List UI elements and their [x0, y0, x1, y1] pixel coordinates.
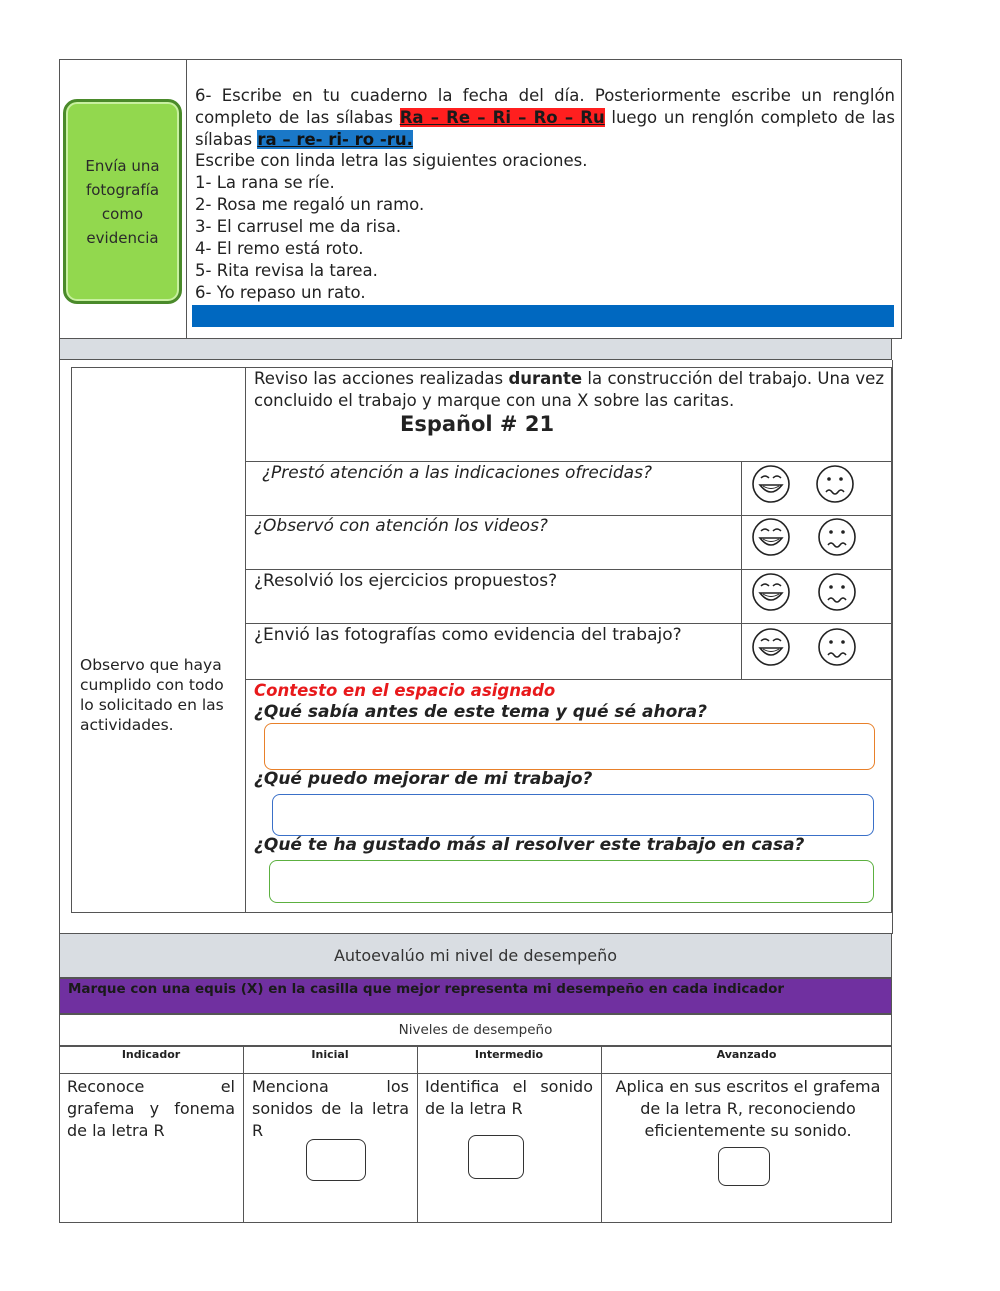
instruction-text-2: luego un renglón completo de las sílabas: [195, 108, 896, 149]
question: ¿Observó con atención los videos?: [254, 516, 548, 536]
avanzado-text: Aplica en sus escritos el grafema de la letra R, reconociendo eficientemente su sonido.: [615, 1077, 881, 1140]
review-col-divider: [245, 367, 246, 913]
happy-face-icon[interactable]: [751, 517, 791, 557]
q-row-line: [245, 623, 892, 624]
intermedio-text: Identifica el sonido de la letra R: [425, 1077, 593, 1118]
syllables-lower: ra – re- ri- ro -ru.: [257, 130, 413, 149]
happy-face-icon[interactable]: [751, 627, 791, 667]
indicator-text: Reconoce el grafema y fonema de la letra R: [67, 1077, 235, 1140]
sentence: 2- Rosa me regaló un ramo.: [195, 195, 425, 214]
sentence: 1- La rana se ríe.: [195, 173, 335, 192]
review-outer-left: [59, 360, 60, 934]
answer-box-2[interactable]: [272, 794, 874, 836]
answer-box-3[interactable]: [269, 860, 874, 903]
review-left-text: Observo que haya cumplido con todo lo solicitado en las actividades.: [80, 656, 224, 734]
question: ¿Prestó atención a las indicaciones ofrecidas?: [262, 463, 652, 483]
self-eval-instruction: Marque con una equis (X) en la casilla que mejor representa mi desempeño en cada indicador: [68, 981, 785, 997]
q-row-line: [245, 679, 892, 680]
eval-col-line: [243, 1046, 244, 1223]
avanzado-checkbox[interactable]: [718, 1147, 770, 1186]
header-intermedio: Intermedio: [474, 1048, 544, 1061]
sentence-list: [195, 172, 895, 304]
answer-header: Contesto en el espacio asignado: [254, 681, 556, 700]
header-avanzado: Avanzado: [716, 1048, 777, 1061]
sad-face-icon[interactable]: [817, 572, 857, 612]
instructions: [195, 85, 895, 151]
header-inicial: Inicial: [311, 1048, 349, 1061]
self-eval-instruction-bar: [59, 978, 892, 1014]
review-intro: [254, 368, 884, 412]
answer-question: ¿Qué sabía antes de este tema y qué sé ahora?: [254, 702, 707, 722]
sentence: 5- Rita revisa la tarea.: [195, 261, 378, 280]
inicial-text: Menciona los sonidos de la letra R: [252, 1077, 409, 1140]
question: ¿Resolvió los ejercicios propuestos?: [254, 571, 558, 591]
review-intro-bold: durante: [508, 369, 583, 388]
answer-question: ¿Qué puedo mejorar de mi trabajo?: [254, 769, 593, 789]
self-eval-title: Autoevalúo mi nivel de desempeño: [333, 946, 618, 965]
self-eval-title-bar: [59, 933, 892, 978]
gray-band: [59, 338, 892, 360]
intermedio-checkbox[interactable]: [468, 1135, 524, 1179]
q-row-line: [245, 461, 892, 462]
eval-col-line: [601, 1046, 602, 1223]
top-divider: [186, 59, 187, 339]
answer-box-1[interactable]: [264, 723, 875, 770]
sentence: 3- El carrusel me da risa.: [195, 217, 402, 236]
review-title: Español # 21: [400, 412, 555, 436]
eval-header-line: [59, 1073, 892, 1074]
instruction-text-1: 6- Escribe en tu cuaderno la fecha del día. Posteriormente escribe un renglón completo de las sílabas: [195, 86, 895, 127]
sentence: 6- Yo repaso un rato.: [195, 283, 366, 302]
happy-face-icon[interactable]: [751, 572, 791, 612]
evidence-badge: [63, 99, 182, 304]
review-intro-b: la construcción del trabajo. Una vez concluido el trabajo y marque con una X sobre las caritas.: [254, 369, 884, 410]
eval-col-line: [417, 1046, 418, 1223]
sad-face-icon[interactable]: [815, 464, 855, 504]
faces-col-divider: [741, 461, 742, 679]
header-indicator: Indicador: [121, 1048, 181, 1061]
question: ¿Envió las fotografías como evidencia del trabajo?: [254, 625, 682, 645]
review-intro-a: Reviso las acciones realizadas: [254, 369, 509, 388]
evidence-badge-text: Envía una fotografía como evidencia: [85, 156, 160, 247]
answer-question: ¿Qué te ha gustado más al resolver este trabajo en casa?: [254, 835, 805, 855]
happy-face-icon[interactable]: [751, 464, 791, 504]
sentence: 4- El remo está roto.: [195, 239, 364, 258]
sad-face-icon[interactable]: [817, 627, 857, 667]
inicial-checkbox[interactable]: [306, 1139, 366, 1181]
levels-label: Niveles de desempeño: [398, 1022, 553, 1038]
q-row-line: [245, 569, 892, 570]
blue-bar: [192, 305, 894, 327]
sub-instruction: Escribe con linda letra las siguientes oraciones.: [195, 151, 588, 170]
levels-row: [59, 1014, 892, 1046]
syllables-upper: Ra – Re – Ri – Ro – Ru: [399, 108, 605, 127]
review-outer-right: [892, 360, 893, 934]
sad-face-icon[interactable]: [817, 517, 857, 557]
